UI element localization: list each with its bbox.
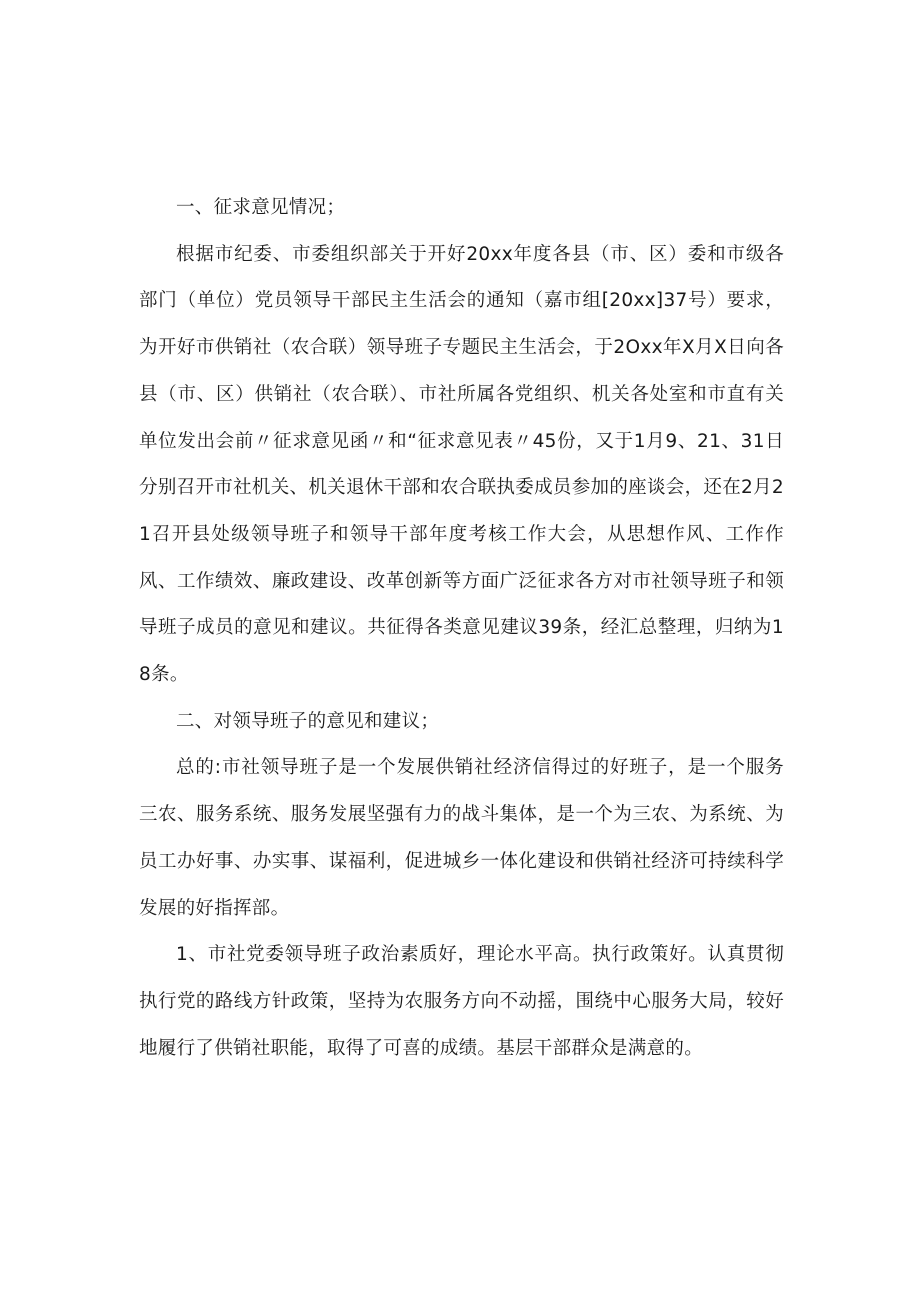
paragraph-item-1: 1、市社党委领导班子政治素质好，理论水平高。执行政策好。认真贯彻执行党的路线方针政策，坚持为农服务方向不动摇，围绕中心服务大局，较好地履行了供销社职能，取得了可喜的成绩。基层干部群众是满意的。 — [139, 944, 784, 1059]
paragraph-overall-assessment: 总的:市社领导班子是一个发展供销社经济信得过的好班子，是一个服务三农、服务系统、服务发展坚强有力的战斗集体，是一个为三农、为系统、为员工办好事、办实事、谋福利，促进城乡一体化建设和供销社经济可持续科学发展的好指挥部。 — [139, 757, 784, 919]
document-body — [139, 185, 784, 1072]
section-heading-solicitation: 一、征求意见情况； — [176, 197, 346, 218]
paragraph-solicitation-details: 根据市纪委、市委组织部关于开好20xx年度各县（市、区）委和市级各部门（单位）党员领导干部民主生活会的通知（嘉市组[20xx]37号）要求，为开好市供销社（农合联）领导班子专题民主生活会，于2Oxx年X月X日向各县（市、区）供销社（农合联）、市社所属各党组织、机关各处室和市直有关单位发出会前〃征求意见函〃和“征求意见表〃45份，又于1月9、21、31日分别召开市社机关、机关退休干部和农合联执委成员参加的座谈会，还在2月21召开县处级领导班子和领导干部年度考核工作大会，从思想作风、工作作风、工作绩效、廉政建设、改革创新等方面广泛征求各方对市社领导班子和领导班子成员的意见和建议。共征得各类意见建议39条，经汇总整理，归纳为18条。 — [139, 243, 784, 686]
section-heading-opinions: 二、对领导班子的意见和建议； — [176, 710, 440, 732]
